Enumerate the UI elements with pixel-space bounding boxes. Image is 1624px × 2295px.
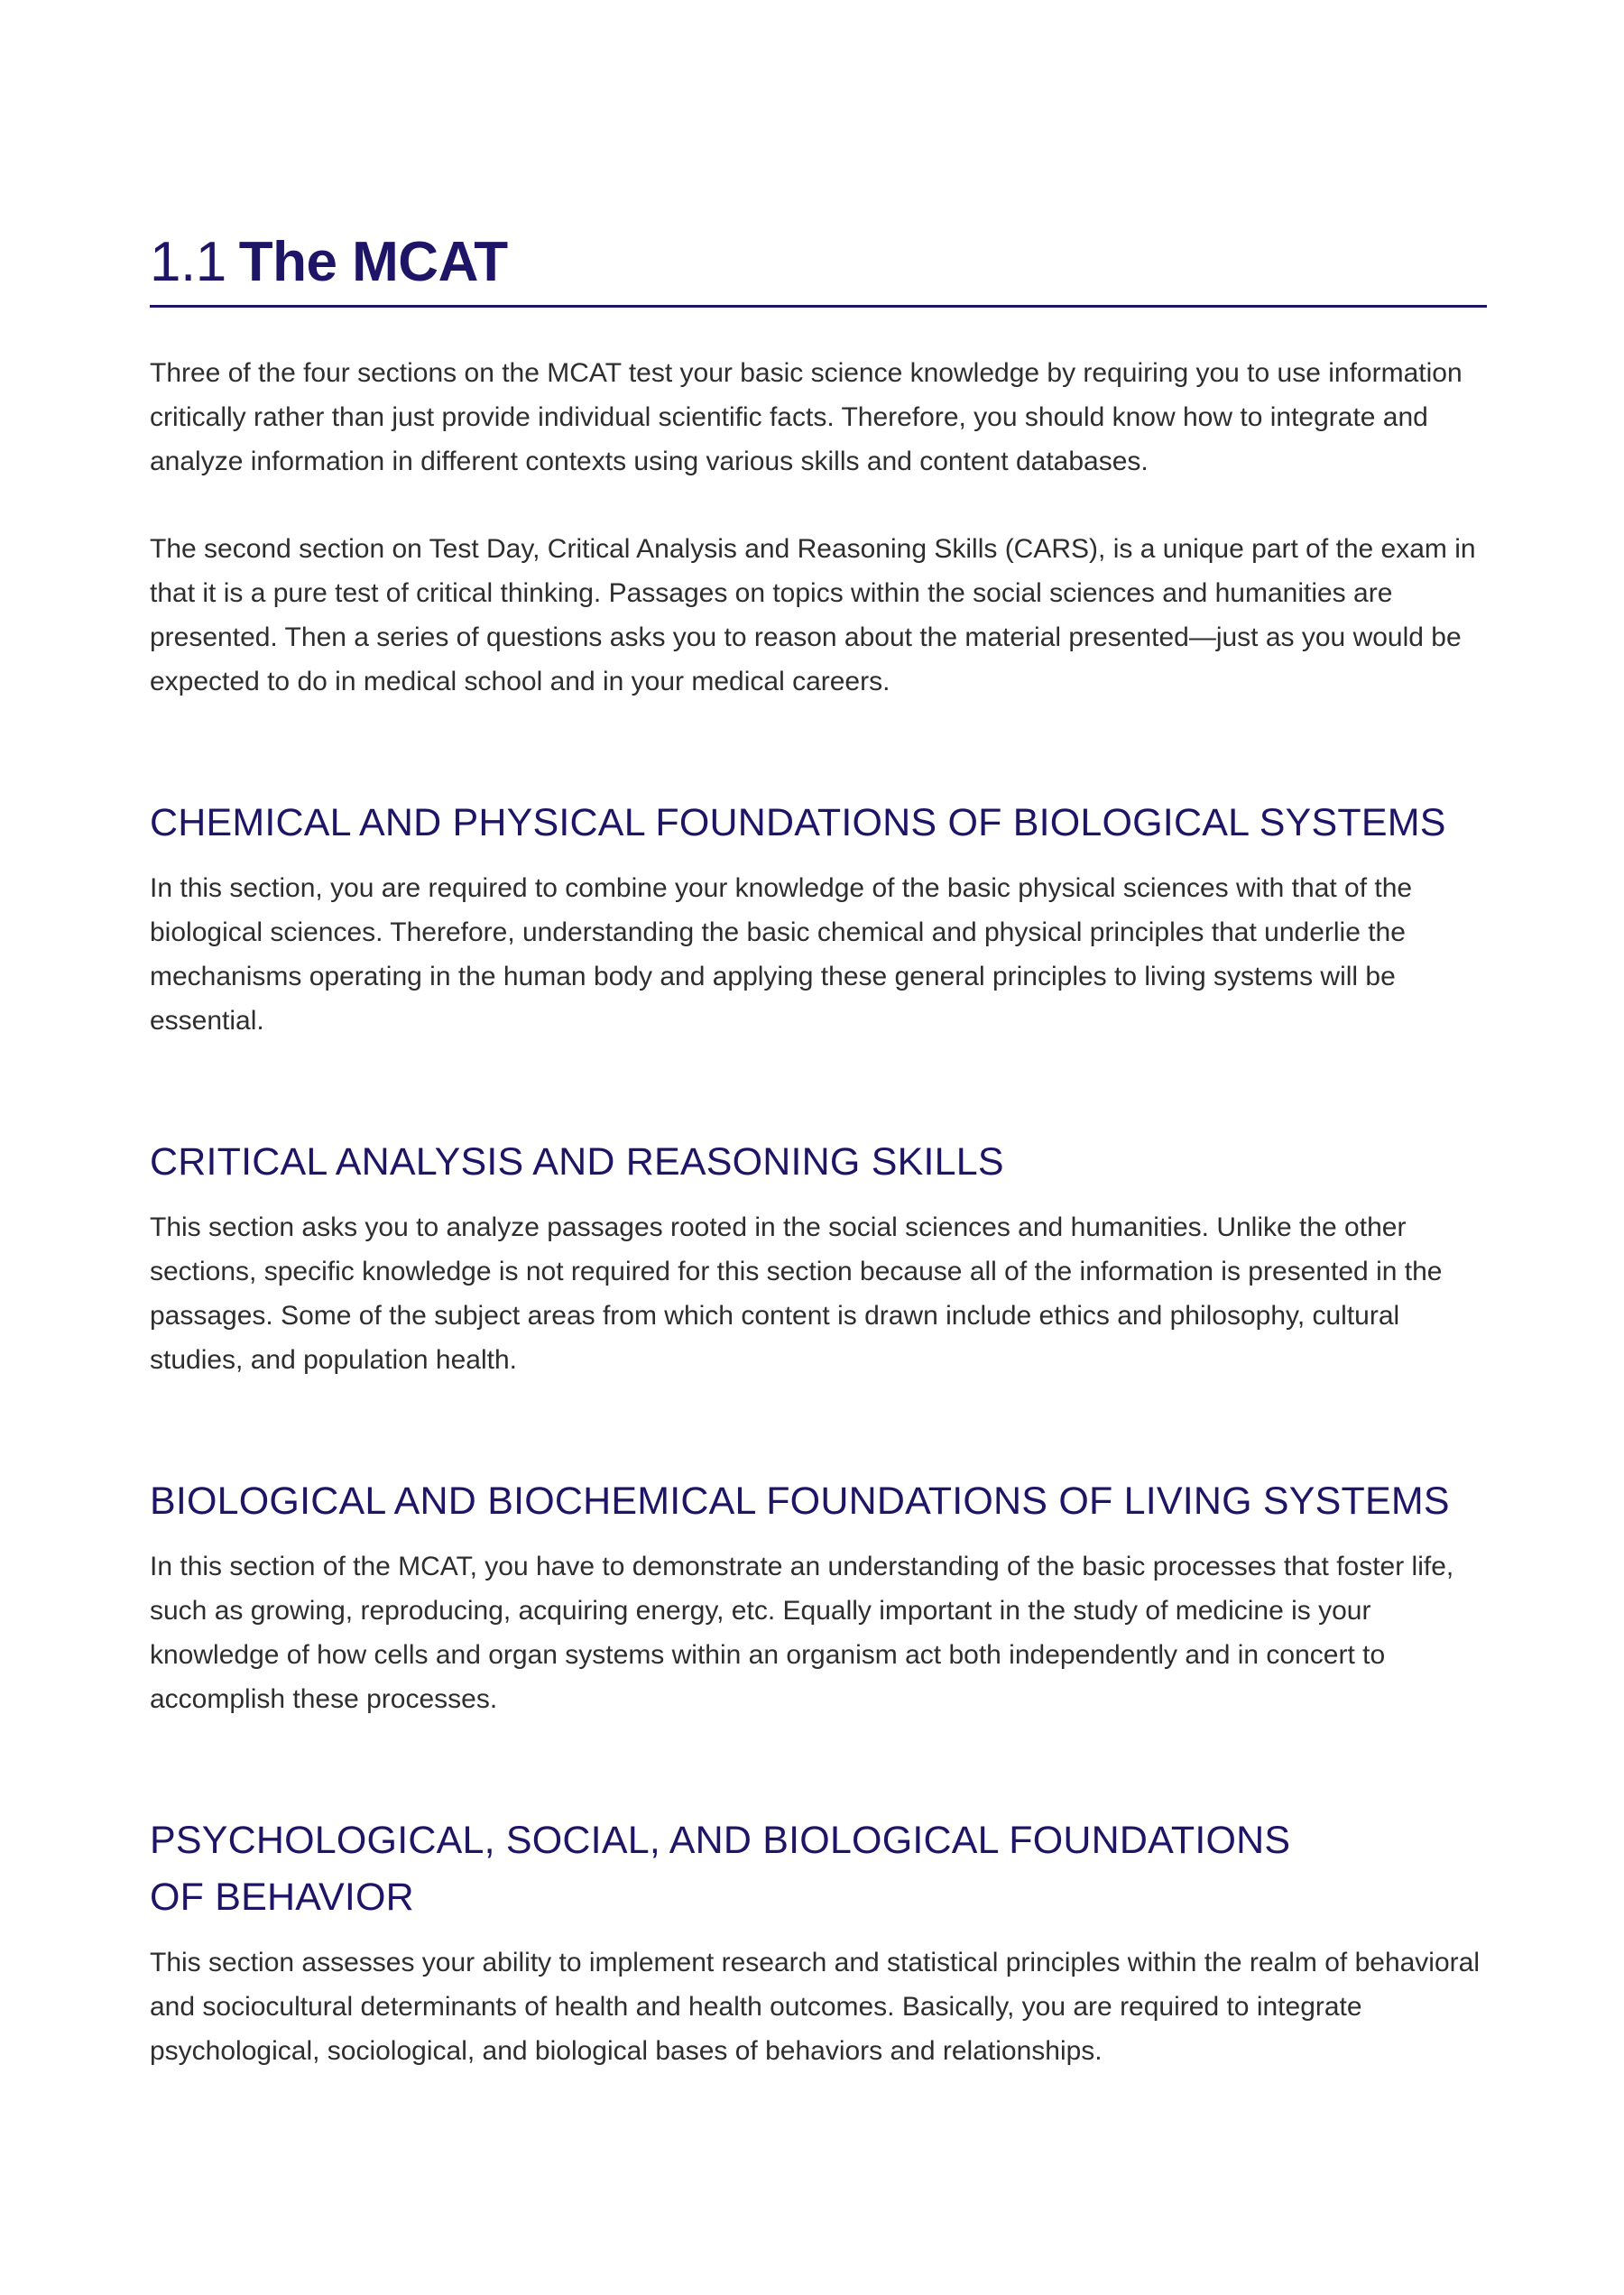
intro-paragraph: Three of the four sections on the MCAT test your basic science knowledge by requiring you to use information critically rather than just provide individual scientific facts. Therefore, you should know how to integrate and analyze information in different contexts using various skills and content databases. <box>150 358 1463 476</box>
section-body: In this section of the MCAT, you have to demonstrate an understanding of the basic processes that foster life, such as growing, reproducing, acquiring energy, etc. Equally important in the study of medicine is your knowledge of how cells and organ systems within an organism act both independently and in concert to accomplish these processes. <box>150 1552 1454 1714</box>
page-title <box>150 227 1487 298</box>
section-heading: CHEMICAL AND PHYSICAL FOUNDATIONS OF BIOLOGICAL SYSTEMS <box>150 801 1446 844</box>
section-heading: BIOLOGICAL AND BIOCHEMICAL FOUNDATIONS OF LIVING SYSTEMS <box>150 1479 1450 1523</box>
intro-paragraph: The second section on Test Day, Critical Analysis and Reasoning Skills (CARS), is a unique part of the exam in that it is a pure test of critical thinking. Passages on topics within the social sciences and humanities are presented. Then a series of questions asks you to reason about the material presented—just as you would be expected to do in medical school and in your medical careers. <box>150 534 1476 696</box>
section-biological-biochemical <box>150 1473 1487 1721</box>
section-body: In this section, you are required to combine your knowledge of the basic physical sciences with that of the biological sciences. Therefore, understanding the basic chemical and physical principles that underlie the mechanisms operating in the human body and applying these general principles to living systems will be essential. <box>150 873 1413 1036</box>
section-body: This section asks you to analyze passages rooted in the social sciences and humanities. Unlike the other sections, specific knowledge is not required for this section because all of the information is presented in the passages. Some of the subject areas from which content is drawn include ethics and philosophy, cultural studies, and population health. <box>150 1212 1443 1375</box>
section-chemical-physical <box>150 795 1487 1043</box>
section-body: This section assesses your ability to implement research and statistical principles within the realm of behavioral and sociocultural determinants of health and health outcomes. Basically, you are required to integrate psychological, sociological, and biological bases of behaviors and relationships. <box>150 1948 1480 2066</box>
section-cars <box>150 1134 1487 1382</box>
section-heading: CRITICAL ANALYSIS AND REASONING SKILLS <box>150 1140 1004 1184</box>
section-psych-social <box>150 1812 1487 2073</box>
title-underline <box>150 305 1487 308</box>
section-heading: PSYCHOLOGICAL, SOCIAL, AND BIOLOGICAL FOUNDATIONS OF BEHAVIOR <box>150 1819 1291 1919</box>
section-title: The MCAT <box>238 231 508 293</box>
section-number: 1.1 <box>150 231 226 293</box>
